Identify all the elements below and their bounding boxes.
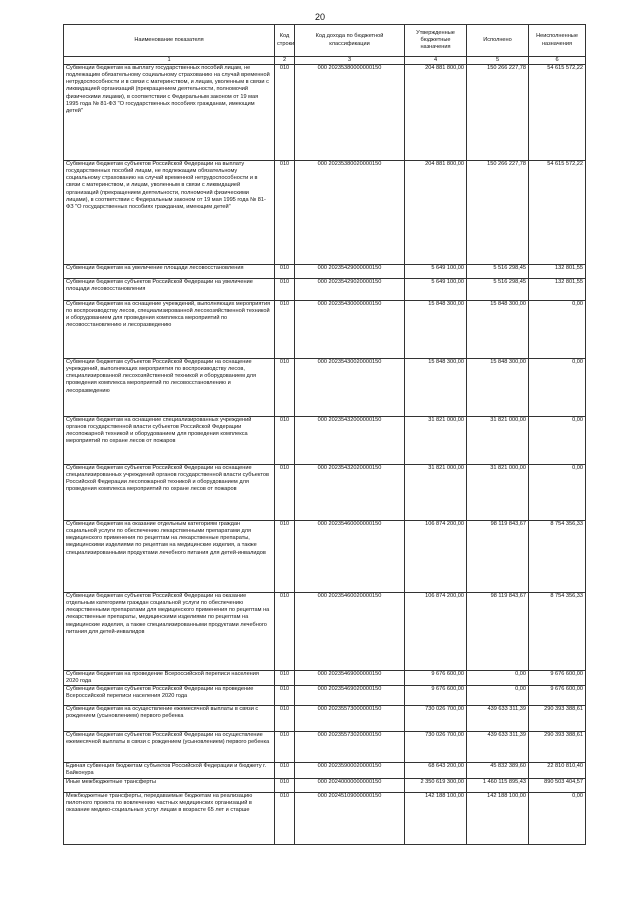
- budget-code-cell: 000 20235430020000150: [295, 359, 405, 417]
- budget-code-cell: 000 20235573020000150: [295, 732, 405, 763]
- approved-amount-cell: 730 026 700,00: [405, 706, 467, 732]
- budget-code-cell: 000 20235430000000150: [295, 301, 405, 359]
- column-number: 1: [64, 57, 275, 65]
- approved-amount-cell: 31 821 000,00: [405, 465, 467, 521]
- unexecuted-amount-cell: 8 754 356,33: [529, 521, 586, 593]
- row-name-cell: Субвенции бюджетам субъектов Российской Федерации на оснащение специализированных учреждений органов государственной власти субъектов Российской Федерации лесопожарной техникой и оборудованием для проведения комплекса мероприятий по охране лесов от пожаров: [64, 465, 275, 521]
- table-body: [64, 65, 586, 845]
- unexecuted-amount-cell: 9 676 600,00: [529, 686, 586, 706]
- executed-amount-cell: 98 119 843,67: [467, 521, 529, 593]
- row-name-cell: Субвенции бюджетам на оказание отдельным категориям граждан социальной услуги по обеспечению лекарственными препаратами для медицинского применения по рецептам на лекарственные препараты, медицинскими изделиями по рецептам на медицинские изделия, а также специализированными продуктами лечебного питания для детей-инвалидов: [64, 521, 275, 593]
- row-code-cell: 010: [275, 265, 295, 279]
- row-code-cell: 010: [275, 465, 295, 521]
- row-name-cell: Субвенции бюджетам субъектов Российской Федерации на оказание отдельным категориям граждан социальной услуги по обеспечению лекарственными препаратами для медицинского применения по рецептам на лекарственные препараты, медицинскими изделиями по рецептам на медицинские изделия, а также специализированными продуктами лечебного питания для детей-инвалидов: [64, 593, 275, 671]
- unexecuted-amount-cell: 54 615 572,22: [529, 161, 586, 265]
- approved-amount-cell: 68 643 200,00: [405, 763, 467, 778]
- unexecuted-amount-cell: 0,00: [529, 359, 586, 417]
- executed-amount-cell: 142 188 100,00: [467, 792, 529, 844]
- approved-amount-cell: 9 676 600,00: [405, 671, 467, 686]
- executed-amount-cell: 5 516 298,45: [467, 265, 529, 279]
- page-number: 20: [314, 12, 325, 22]
- unexecuted-amount-cell: 290 393 388,61: [529, 732, 586, 763]
- unexecuted-amount-cell: 0,00: [529, 465, 586, 521]
- row-code-cell: 010: [275, 521, 295, 593]
- executed-amount-cell: 15 848 300,00: [467, 359, 529, 417]
- row-name-cell: Субвенции бюджетам субъектов Российской Федерации на осуществление ежемесячной выплаты в связи с рождением (усыновлением) первого ребенка: [64, 732, 275, 763]
- executed-amount-cell: 31 821 000,00: [467, 465, 529, 521]
- unexecuted-amount-cell: 22 810 810,40: [529, 763, 586, 778]
- budget-code-cell: 000 20235460020000150: [295, 593, 405, 671]
- executed-amount-cell: 150 266 227,78: [467, 65, 529, 161]
- budget-code-cell: 000 20235469020000150: [295, 686, 405, 706]
- row-code-cell: 010: [275, 732, 295, 763]
- row-name-cell: Субвенции бюджетам на оснащение учреждений, выполняющих мероприятия по воспроизводству лесов, специализированной лесохозяйственной техникой и оборудованием для проведения комплекса мероприятий по лесовосстановлению и лесоразведению: [64, 301, 275, 359]
- row-name-cell: Единая субвенция бюджетам субъектов Российской Федерации и бюджету г. Байконура: [64, 763, 275, 778]
- executed-amount-cell: 5 516 298,45: [467, 279, 529, 301]
- budget-code-cell: 000 20235432000000150: [295, 417, 405, 465]
- table-row: [64, 417, 586, 465]
- approved-amount-cell: 142 188 100,00: [405, 792, 467, 844]
- unexecuted-amount-cell: 890 503 404,57: [529, 778, 586, 792]
- table-row: [64, 778, 586, 792]
- unexecuted-amount-cell: 8 754 356,33: [529, 593, 586, 671]
- row-code-cell: 010: [275, 279, 295, 301]
- approved-amount-cell: 15 848 300,00: [405, 359, 467, 417]
- row-code-cell: 010: [275, 65, 295, 161]
- table-row: [64, 792, 586, 844]
- table-row: [64, 301, 586, 359]
- budget-code-cell: 000 20235380020000150: [295, 161, 405, 265]
- executed-amount-cell: 0,00: [467, 686, 529, 706]
- row-code-cell: 010: [275, 706, 295, 732]
- row-name-cell: Иные межбюджетные трансферты: [64, 778, 275, 792]
- header-unexecuted: Неисполненные назначения: [529, 25, 586, 57]
- column-number: 2: [275, 57, 295, 65]
- table-row: [64, 161, 586, 265]
- row-name-cell: Субвенции бюджетам на выплату государственных пособий лицам, не подлежащим обязательному социальному страхованию на случай временной нетрудоспособности и в связи с материнством, и лицам, уволенным в связи с ликвидацией организаций (прекращением деятельности, полномочий физическими лицами), в соответствии с Федеральным законом от 19 мая 1995 года № 81-ФЗ "О государственных пособиях гражданам, имеющим детей": [64, 65, 275, 161]
- table-row: [64, 265, 586, 279]
- executed-amount-cell: 45 832 389,60: [467, 763, 529, 778]
- budget-code-cell: 000 20240000000000150: [295, 778, 405, 792]
- column-number: 3: [295, 57, 405, 65]
- table-row: [64, 671, 586, 686]
- row-name-cell: Субвенции бюджетам субъектов Российской Федерации на проведение Всероссийской переписи населения 2020 года: [64, 686, 275, 706]
- row-name-cell: Межбюджетные трансферты, передаваемые бюджетам на реализацию пилотного проекта по вовлечению частных медицинских организаций в оказание медико-социальных услуг лицам в возрасте 65 лет и старше: [64, 792, 275, 844]
- budget-code-cell: 000 20235469000000150: [295, 671, 405, 686]
- unexecuted-amount-cell: 0,00: [529, 792, 586, 844]
- header-row-code: Код строки: [275, 25, 295, 57]
- budget-report-table: [63, 24, 586, 845]
- approved-amount-cell: 204 881 800,00: [405, 161, 467, 265]
- header-budget-code: Код дохода по бюджетной классификации: [295, 25, 405, 57]
- approved-amount-cell: 31 821 000,00: [405, 417, 467, 465]
- header-row: [64, 25, 586, 57]
- row-name-cell: Субвенции бюджетам на увеличение площади лесовосстановления: [64, 265, 275, 279]
- table-row: [64, 732, 586, 763]
- row-name-cell: Субвенции бюджетам на оснащение специализированных учреждений органов государственной власти субъектов Российской Федерации лесопожарной техникой и оборудованием для проведения комплекса мероприятий по охране лесов от пожаров: [64, 417, 275, 465]
- unexecuted-amount-cell: 290 393 388,61: [529, 706, 586, 732]
- row-name-cell: Субвенции бюджетам на осуществление ежемесячной выплаты в связи с рождением (усыновлением) первого ребенка: [64, 706, 275, 732]
- row-name-cell: Субвенции бюджетам субъектов Российской Федерации на оснащение учреждений, выполняющих мероприятия по воспроизводству лесов, специализированной лесохозяйственной техникой и оборудованием для проведения комплекса мероприятий по лесовосстановлению и лесоразведению: [64, 359, 275, 417]
- row-code-cell: 010: [275, 301, 295, 359]
- column-number-row: [64, 57, 586, 65]
- row-code-cell: 010: [275, 417, 295, 465]
- approved-amount-cell: 730 026 700,00: [405, 732, 467, 763]
- approved-amount-cell: 5 649 100,00: [405, 279, 467, 301]
- approved-amount-cell: 5 649 100,00: [405, 265, 467, 279]
- unexecuted-amount-cell: 0,00: [529, 301, 586, 359]
- row-code-cell: 010: [275, 593, 295, 671]
- executed-amount-cell: 150 266 227,78: [467, 161, 529, 265]
- approved-amount-cell: 9 676 600,00: [405, 686, 467, 706]
- row-code-cell: 010: [275, 778, 295, 792]
- unexecuted-amount-cell: 54 615 572,22: [529, 65, 586, 161]
- budget-code-cell: 000 20235380000000150: [295, 65, 405, 161]
- header-name: Наименование показателя: [64, 25, 275, 57]
- table-row: [64, 465, 586, 521]
- row-name-cell: Субвенции бюджетам субъектов Российской Федерации на увеличение площади лесовосстановления: [64, 279, 275, 301]
- budget-code-cell: 000 20235432020000150: [295, 465, 405, 521]
- executed-amount-cell: 98 119 843,67: [467, 593, 529, 671]
- budget-code-cell: 000 20235429020000150: [295, 279, 405, 301]
- executed-amount-cell: 0,00: [467, 671, 529, 686]
- executed-amount-cell: 31 821 000,00: [467, 417, 529, 465]
- row-code-cell: 010: [275, 359, 295, 417]
- budget-code-cell: 000 20235460000000150: [295, 521, 405, 593]
- budget-code-cell: 000 20245109000000150: [295, 792, 405, 844]
- header-executed: Исполнено: [467, 25, 529, 57]
- row-code-cell: 010: [275, 792, 295, 844]
- unexecuted-amount-cell: 9 676 600,00: [529, 671, 586, 686]
- row-code-cell: 010: [275, 763, 295, 778]
- approved-amount-cell: 204 881 800,00: [405, 65, 467, 161]
- row-code-cell: 010: [275, 161, 295, 265]
- row-name-cell: Субвенции бюджетам на проведение Всероссийской переписи населения 2020 года: [64, 671, 275, 686]
- table-row: [64, 763, 586, 778]
- row-code-cell: 010: [275, 686, 295, 706]
- approved-amount-cell: 15 848 300,00: [405, 301, 467, 359]
- header-approved: Утвержденные бюджетные назначения: [405, 25, 467, 57]
- executed-amount-cell: 1 460 115 895,43: [467, 778, 529, 792]
- row-code-cell: 010: [275, 671, 295, 686]
- table-row: [64, 706, 586, 732]
- table-row: [64, 593, 586, 671]
- budget-code-cell: 000 20235900020000150: [295, 763, 405, 778]
- table-row: [64, 521, 586, 593]
- approved-amount-cell: 106 874 200,00: [405, 593, 467, 671]
- executed-amount-cell: 15 848 300,00: [467, 301, 529, 359]
- unexecuted-amount-cell: 132 801,55: [529, 279, 586, 301]
- unexecuted-amount-cell: 0,00: [529, 417, 586, 465]
- column-number: 5: [467, 57, 529, 65]
- executed-amount-cell: 439 633 311,39: [467, 732, 529, 763]
- row-name-cell: Субвенции бюджетам субъектов Российской Федерации на выплату государственных пособий лицам, не подлежащим обязательному социальному страхованию на случай временной нетрудоспособности и в связи с материнством, и лицам, уволенным в связи с ликвидацией организаций (прекращением деятельности, полномочий физическими лицами), в соответствии с Федеральным законом от 19 мая 1995 года № 81-ФЗ "О государственных пособиях гражданам, имеющим детей": [64, 161, 275, 265]
- executed-amount-cell: 439 633 311,39: [467, 706, 529, 732]
- unexecuted-amount-cell: 132 801,55: [529, 265, 586, 279]
- budget-code-cell: 000 20235429000000150: [295, 265, 405, 279]
- table-row: [64, 65, 586, 161]
- column-number: 6: [529, 57, 586, 65]
- table-row: [64, 686, 586, 706]
- table-row: [64, 279, 586, 301]
- approved-amount-cell: 2 350 619 300,00: [405, 778, 467, 792]
- table-row: [64, 359, 586, 417]
- column-number: 4: [405, 57, 467, 65]
- budget-code-cell: 000 20235573000000150: [295, 706, 405, 732]
- approved-amount-cell: 106 874 200,00: [405, 521, 467, 593]
